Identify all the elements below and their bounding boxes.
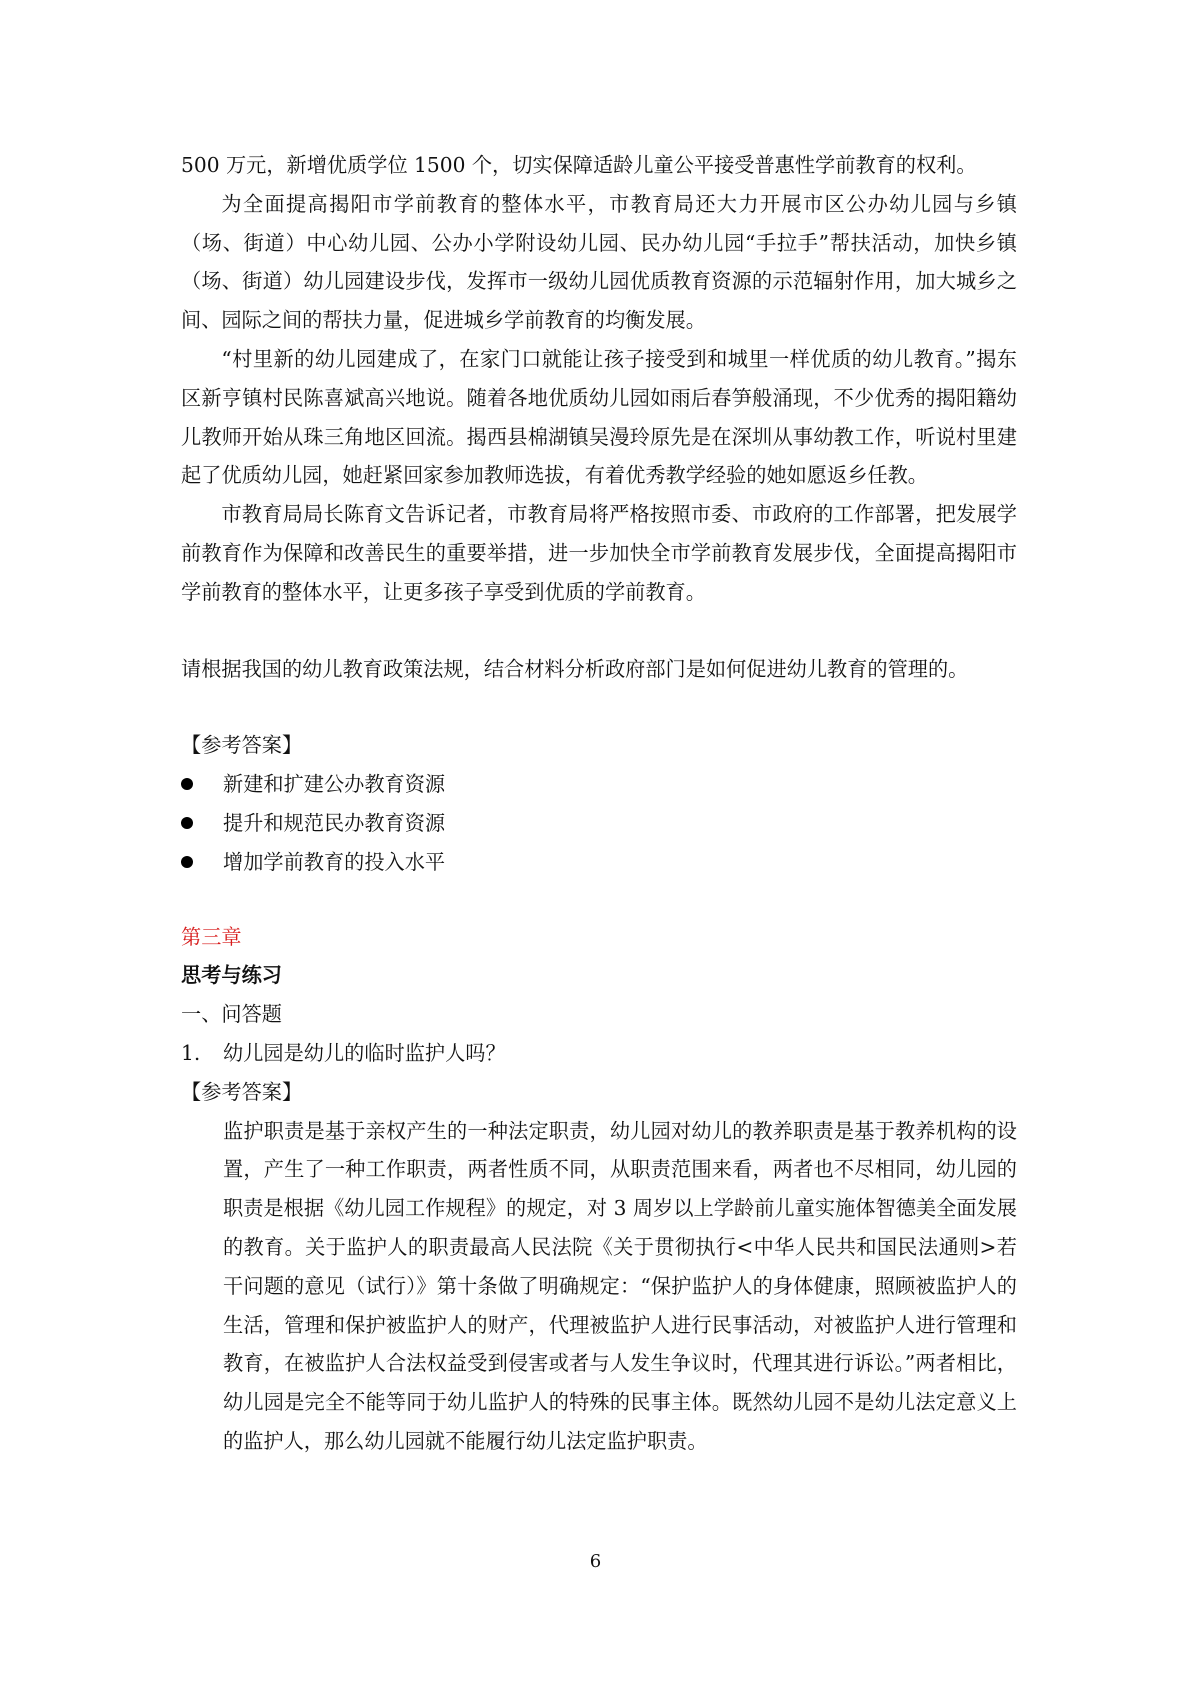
chapter-title: 第三章 <box>181 924 242 949</box>
bullet-icon <box>181 778 193 790</box>
paragraph-continuation: 500 万元，新增优质学位 1500 个，切实保障适龄儿童公平接受普惠性学前教育的权利。 <box>181 153 977 177</box>
answer-heading: 【参考答案】 <box>181 1079 303 1104</box>
spacer <box>181 612 1017 650</box>
paragraph-bureau-chief: 市教育局局长陈育文告诉记者，市教育局将严格按照市委、市政府的工作部署，把发展学前教育作为保障和改善民生的重要举措，进一步加快全市学前教育发展步伐，全面提高揭阳市学前教育的整体水平，让更多孩子享受到优质的学前教育。 <box>181 502 1017 604</box>
bullet-icon <box>181 856 193 868</box>
paragraph-villager-quote: “村里新的幼儿园建成了，在家门口就能让孩子接受到和城里一样优质的幼儿教育。”揭东区新亨镇村民陈喜斌高兴地说。随着各地优质幼儿园如雨后春笋般涌现，不少优秀的揭阳籍幼儿教师开始从珠三角地区回流。揭西县棉湖镇吴漫玲原先是在深圳从事幼教工作，听说村里建起了优质幼儿园，她赶紧回家参加教师选拔，有着优秀教学经验的她如愿返乡任教。 <box>181 346 1017 488</box>
bullet-text: 增加学前教育的投入水平 <box>223 849 446 874</box>
answer-bullet-list <box>181 765 1017 881</box>
page-content <box>181 146 1017 1461</box>
answer-heading: 【参考答案】 <box>181 733 303 758</box>
page-number: 6 <box>589 1551 602 1572</box>
bullet-text: 新建和扩建公办教育资源 <box>223 772 446 797</box>
section-title: 思考与练习 <box>181 963 282 988</box>
bullet-icon <box>181 817 193 829</box>
list-item <box>181 804 1017 843</box>
question-item-text: 幼儿园是幼儿的临时监护人吗？ <box>223 1040 506 1065</box>
subsection-title: 一、问答题 <box>181 1002 282 1027</box>
question-text: 请根据我国的幼儿教育政策法规，结合材料分析政府部门是如何促进幼儿教育的管理的。 <box>181 656 969 681</box>
question-item <box>181 1034 1017 1073</box>
answer-body: 监护职责是基于亲权产生的一种法定职责，幼儿园对幼儿的教养职责是基于教养机构的设置，产生了一种工作职责，两者性质不同，从职责范围来看，两者也不尽相同，幼儿园的职责是根据《幼儿园工作规程》的规定，对 3 周岁以上学龄前儿童实施体智德美全面发展的教育。关于监护人的职责最高人民法院《关于贯彻执行<中华人民共和国民法通则>若干问题的意见（试行）》第十条做了明确规定：“保护监护人的身体健康，照顾被监护人的生活，管理和保护被监护人的财产，代理被监护人进行民事活动，对被监护人进行管理和教育，在被监护人合法权益受到侵害或者与人发生争议时，代理其进行诉讼。”两者相比，幼儿园是完全不能等同于幼儿监护人的特殊的民事主体。既然幼儿园不是幼儿法定意义上的监护人，那么幼儿园就不能履行幼儿法定监护职责。 <box>223 1118 1017 1453</box>
spacer <box>181 882 1017 918</box>
spacer <box>181 688 1017 726</box>
list-item <box>181 765 1017 804</box>
paragraph-support-activities: 为全面提高揭阳市学前教育的整体水平，市教育局还大力开展市区公办幼儿园与乡镇（场、街道）中心幼儿园、公办小学附设幼儿园、民办幼儿园“手拉手”帮扶活动，加快乡镇（场、街道）幼儿园建设步伐，发挥市一级幼儿园优质教育资源的示范辐射作用，加大城乡之间、园际之间的帮扶力量，促进城乡学前教育的均衡发展。 <box>181 191 1017 333</box>
question-number: 1. <box>181 1040 201 1065</box>
list-item <box>181 843 1017 882</box>
bullet-text: 提升和规范民办教育资源 <box>223 810 446 835</box>
